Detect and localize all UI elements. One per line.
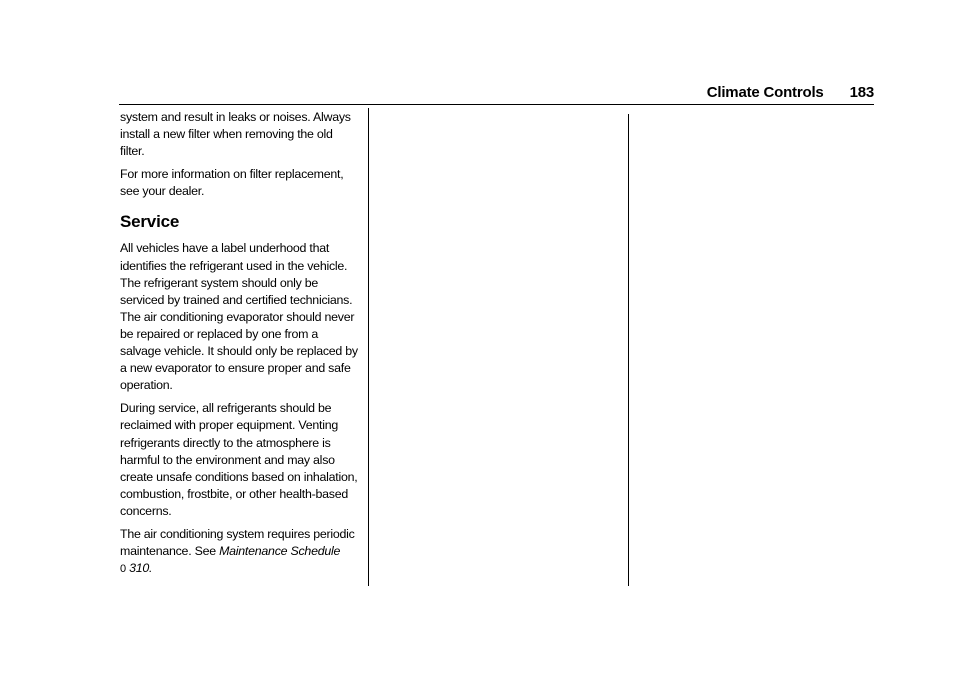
section-title: Climate Controls: [706, 84, 824, 101]
header-rule: [119, 104, 874, 105]
column-divider-1: [368, 108, 369, 586]
maintenance-schedule-link[interactable]: Maintenance Schedule: [219, 544, 341, 559]
paragraph-maintenance: [120, 526, 360, 578]
paragraph-refrigerant-label: All vehicles have a label underhood that identifies the refrigerant used in the vehicle. The refrigerant system should only be serviced by trained and certified technicians. The air conditioning evaporator should never be repaired or replaced by one from a salvage vehicle. It should only be replaced by a new evaporator to ensure proper and safe operation.: [120, 241, 358, 393]
page-number: 183: [849, 84, 874, 101]
column-divider-2: [628, 114, 629, 586]
paragraph-refrigerant-reclaim: During service, all refrigerants should be reclaimed with proper equipment. Venting refrigerants directly to the atmosphere is harmful to the environment and may also create unsafe conditions based on inhalation, combustion, frostbite, or other health-based concerns.: [120, 401, 358, 518]
maintenance-text: The air conditioning system requires periodic maintenance. See: [120, 526, 355, 559]
page-reference-link[interactable]: 310.: [129, 561, 153, 576]
page-reference-icon: 0: [120, 563, 126, 576]
page-header: [707, 84, 874, 101]
paragraph-filter-dealer: For more information on filter replacement, see your dealer.: [120, 167, 344, 199]
text-column-1: [120, 109, 360, 584]
section-heading-service: Service: [120, 212, 180, 232]
paragraph-filter-install: system and result in leaks or noises. Always install a new filter when removing the old filter.: [120, 110, 351, 159]
